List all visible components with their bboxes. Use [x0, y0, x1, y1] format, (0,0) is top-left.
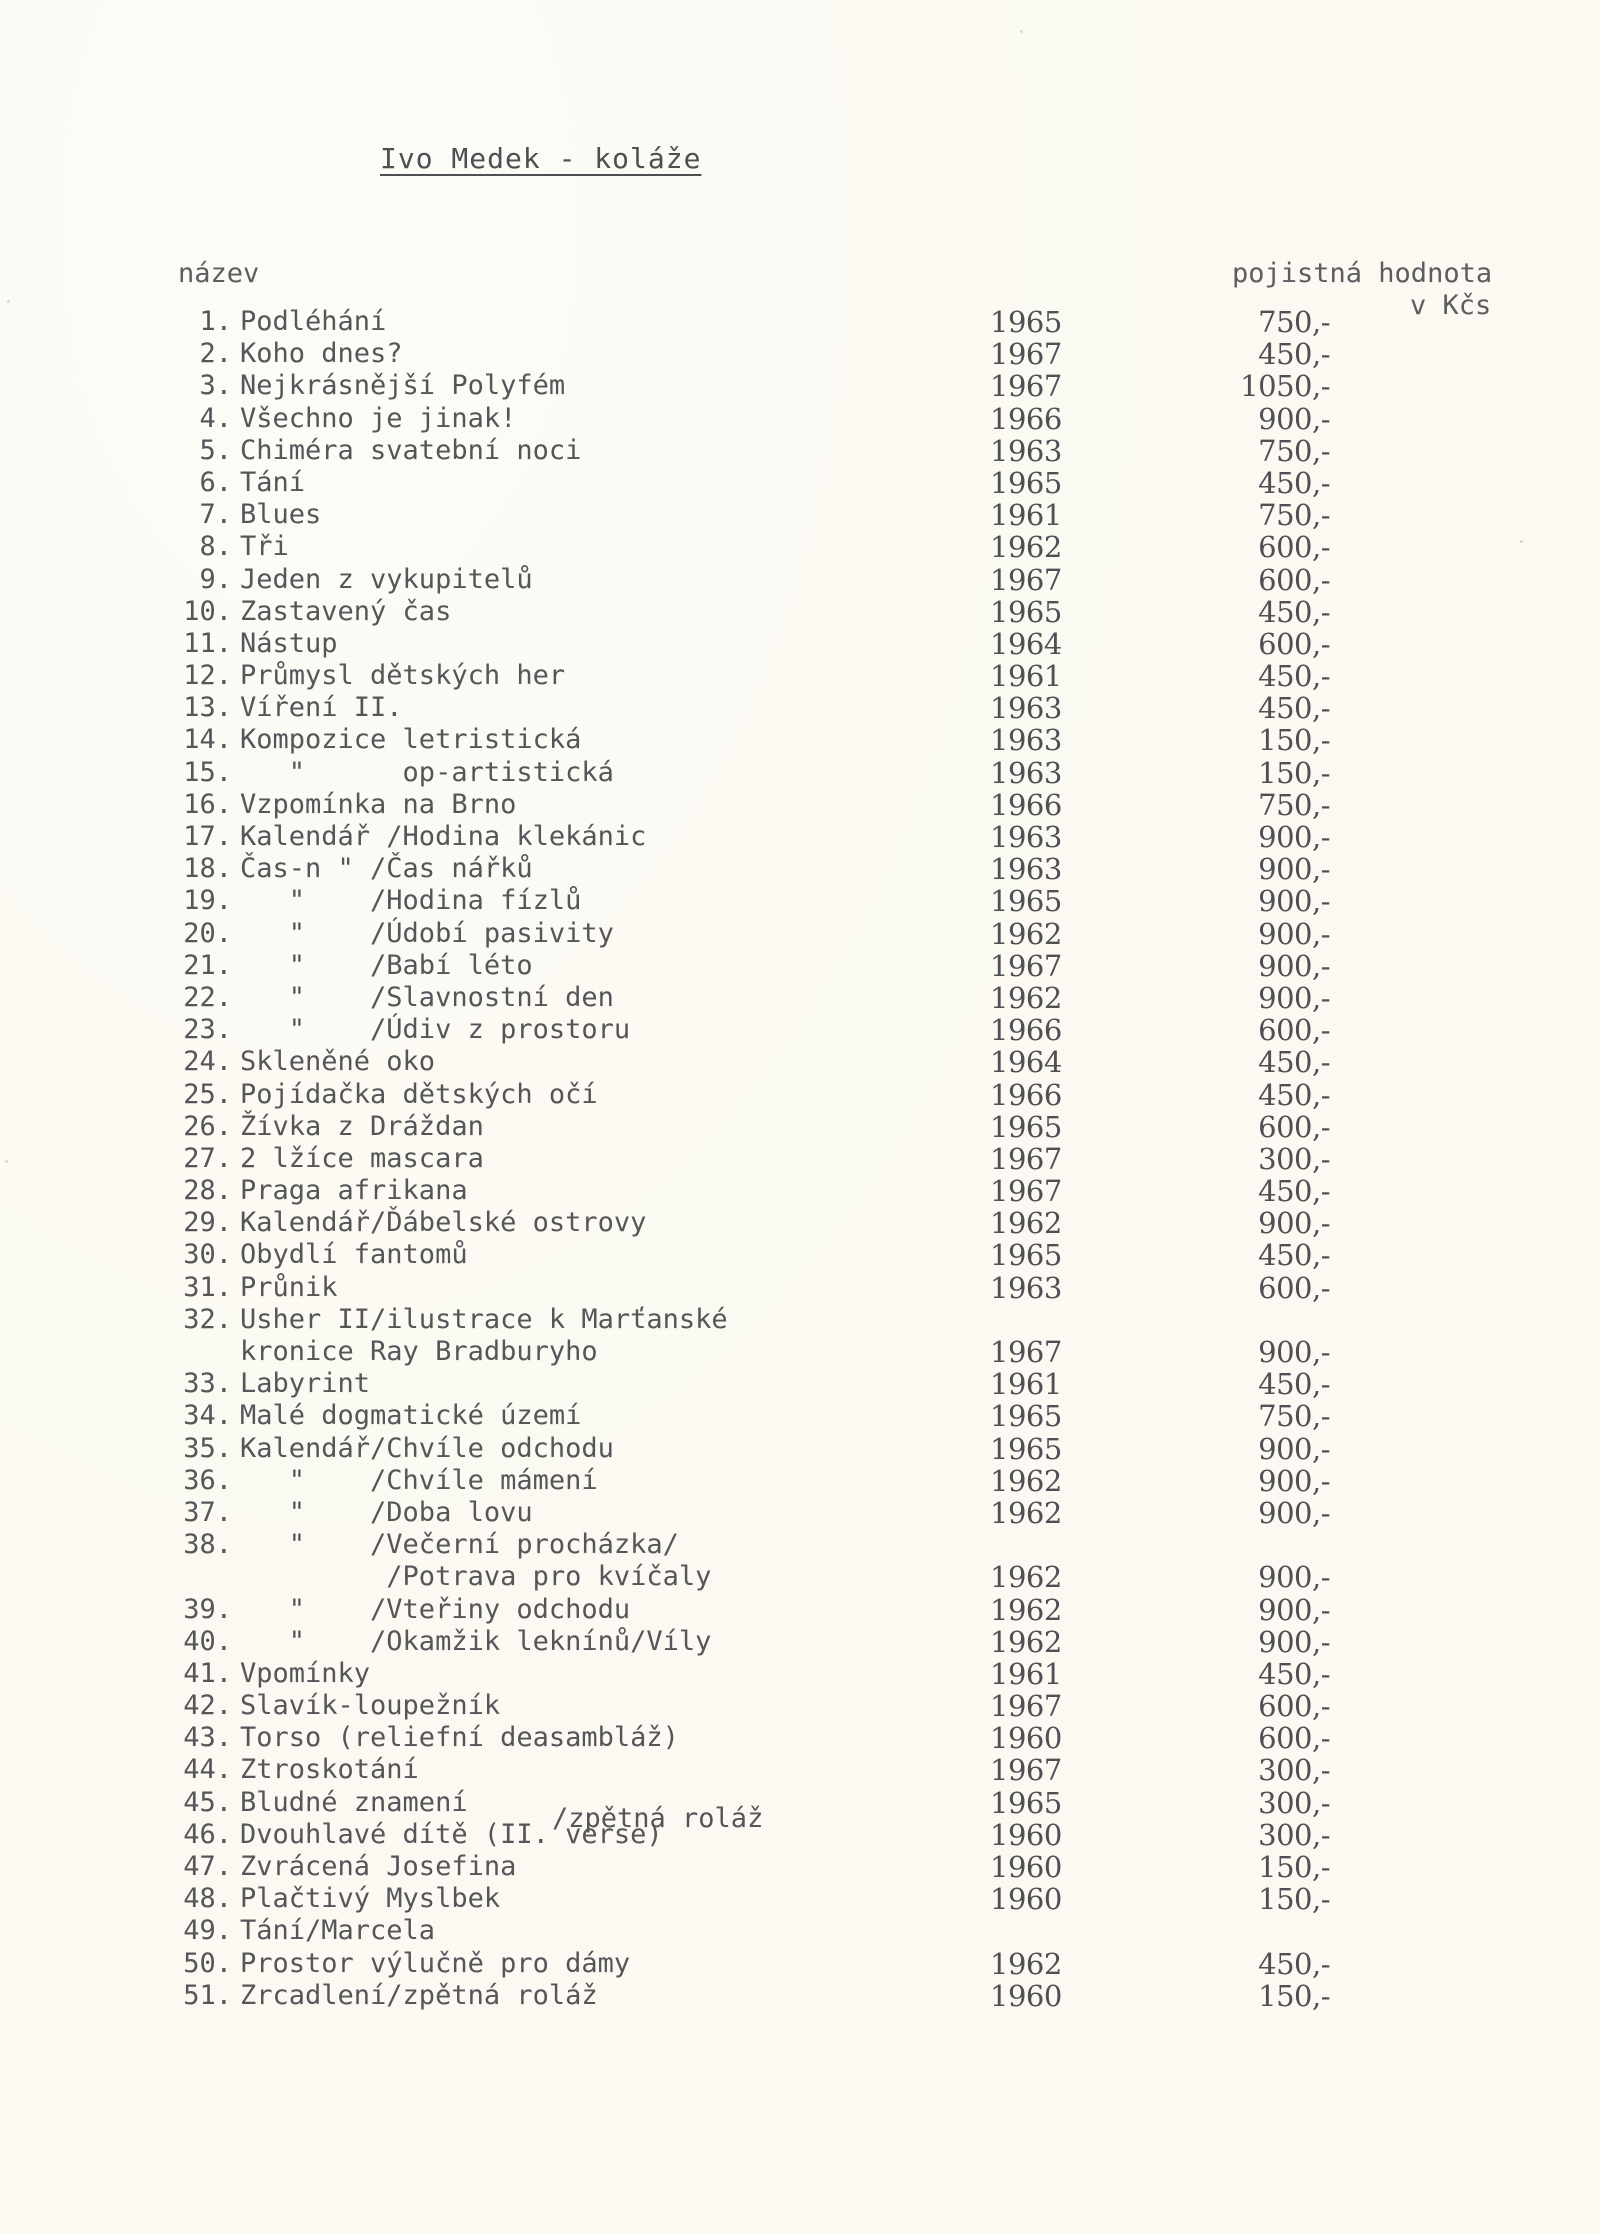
item-insured-value: 150,- — [1258, 755, 1330, 790]
item-insured-value: 450,- — [1258, 691, 1330, 726]
item-year: 1964 — [990, 1045, 1062, 1080]
item-year: 1965 — [990, 305, 1062, 339]
item-number: 42. — [183, 1690, 232, 1722]
item-title: Bludné znamení — [240, 1786, 468, 1818]
item-number: 13. — [183, 692, 232, 724]
item-title: /Potrava pro kvíčaly — [240, 1561, 712, 1593]
item-year: 1960 — [990, 1882, 1062, 1917]
collage-list — [0, 306, 1600, 2012]
item-insured-value: 900,- — [1258, 1495, 1330, 1530]
item-note: /zpětná roláž — [552, 1802, 764, 1834]
item-title: Víření II. — [240, 692, 403, 724]
list-item — [0, 1272, 1600, 1304]
item-year: 1963 — [990, 755, 1062, 790]
item-insured-value: 450,- — [1258, 1946, 1330, 1981]
item-title: Skleněné oko — [240, 1046, 436, 1078]
item-insured-value: 750,- — [1258, 787, 1330, 822]
list-item — [0, 499, 1600, 531]
item-number: 1. — [199, 306, 232, 337]
item-title: Zrcadlení/zpětná roláž — [240, 1979, 598, 2011]
list-item — [0, 467, 1600, 499]
item-number: 5. — [199, 434, 232, 466]
list-item — [0, 821, 1600, 853]
list-item — [0, 1111, 1600, 1143]
item-insured-value: 450,- — [1258, 1656, 1330, 1691]
item-year: 1967 — [990, 369, 1062, 404]
item-title: " op-artistická — [240, 756, 614, 788]
item-insured-value: 450,- — [1258, 465, 1330, 500]
list-item — [0, 1851, 1600, 1883]
list-item — [0, 1143, 1600, 1175]
item-insured-value: 450,- — [1258, 1077, 1330, 1112]
item-number: 41. — [183, 1657, 232, 1689]
item-number: 19. — [183, 885, 232, 917]
item-title: Průnik — [240, 1271, 338, 1303]
item-insured-value: 450,- — [1258, 1045, 1330, 1080]
item-number: 32. — [183, 1303, 232, 1335]
item-title: Slavík-loupežník — [240, 1690, 501, 1722]
item-title: " /Okamžik leknínů/Víly — [240, 1625, 712, 1657]
item-year: 1966 — [990, 401, 1062, 436]
item-year: 1965 — [990, 465, 1062, 500]
item-number: 25. — [183, 1078, 232, 1110]
item-year: 1960 — [990, 1978, 1062, 2013]
list-item — [0, 596, 1600, 628]
item-number: 24. — [183, 1046, 232, 1078]
item-year: 1960 — [990, 1850, 1062, 1884]
item-insured-value: 750,- — [1258, 1399, 1330, 1434]
item-title: Kalendář/Ďábelské ostrovy — [240, 1207, 647, 1239]
item-year: 1965 — [990, 884, 1062, 919]
item-year: 1962 — [990, 530, 1062, 565]
document-title: Ivo Medek - koláže — [380, 142, 702, 175]
paper-speck — [1020, 30, 1023, 33]
item-year: 1964 — [990, 626, 1062, 661]
item-number: 26. — [183, 1110, 232, 1142]
item-number: 17. — [183, 821, 232, 852]
item-number: 31. — [183, 1271, 232, 1303]
item-year: 1960 — [990, 1817, 1062, 1852]
item-year: 1965 — [990, 1238, 1062, 1273]
item-year: 1962 — [990, 1206, 1062, 1241]
item-number: 2. — [199, 338, 232, 370]
item-year: 1962 — [990, 1495, 1062, 1530]
list-item — [0, 1690, 1600, 1722]
item-title: Blues — [240, 499, 322, 531]
item-insured-value: 600,- — [1258, 1721, 1330, 1756]
item-year: 1961 — [990, 1656, 1062, 1691]
item-number: 43. — [183, 1722, 232, 1754]
list-item — [0, 1433, 1600, 1465]
list-item — [0, 1883, 1600, 1915]
item-insured-value: 750,- — [1258, 305, 1330, 339]
item-number: 6. — [199, 466, 232, 498]
item-number: 14. — [183, 724, 232, 756]
item-insured-value: 300,- — [1258, 1817, 1330, 1852]
item-year: 1963 — [990, 820, 1062, 854]
item-number: 34. — [183, 1400, 232, 1432]
list-item — [0, 338, 1600, 370]
item-title: Tání/Marcela — [240, 1915, 436, 1947]
item-year: 1966 — [990, 1077, 1062, 1112]
item-title: Průmysl dětských her — [240, 660, 566, 692]
item-insured-value: 600,- — [1258, 562, 1330, 597]
list-item — [0, 628, 1600, 660]
item-title: Plačtivý Myslbek — [240, 1883, 501, 1915]
item-year: 1962 — [990, 916, 1062, 951]
item-year: 1961 — [990, 1367, 1062, 1402]
item-year: 1962 — [990, 980, 1062, 1015]
item-number: 20. — [183, 917, 232, 949]
item-year: 1962 — [990, 1592, 1062, 1627]
item-insured-value: 300,- — [1258, 1141, 1330, 1176]
item-number: 35. — [183, 1432, 232, 1464]
item-insured-value: 900,- — [1258, 1206, 1330, 1241]
item-title: Zastavený čas — [240, 595, 452, 627]
item-number: 48. — [183, 1883, 232, 1915]
item-number: 37. — [183, 1496, 232, 1528]
item-title: Zvrácená Josefina — [240, 1851, 517, 1882]
item-number: 39. — [183, 1593, 232, 1625]
item-year: 1966 — [990, 787, 1062, 822]
item-title: Torso (reliefní deasambláž) — [240, 1722, 679, 1754]
item-insured-value: 900,- — [1258, 820, 1330, 854]
item-title: " /Údobí pasivity — [240, 917, 614, 949]
list-item — [0, 757, 1600, 789]
item-year: 1967 — [990, 1335, 1062, 1369]
item-insured-value: 900,- — [1258, 884, 1330, 919]
list-item — [0, 950, 1600, 982]
item-title: Kalendář/Chvíle odchodu — [240, 1432, 614, 1464]
item-number: 36. — [183, 1464, 232, 1496]
item-title: Tři — [240, 531, 289, 563]
column-header-name: název — [178, 258, 260, 289]
item-number: 7. — [199, 499, 232, 531]
list-item — [0, 1304, 1600, 1336]
item-number: 51. — [183, 1979, 232, 2011]
item-title: Obydlí fantomů — [240, 1239, 468, 1271]
item-insured-value: 150,- — [1258, 1850, 1330, 1884]
list-item — [0, 1368, 1600, 1400]
item-insured-value: 150,- — [1258, 1978, 1330, 2013]
item-insured-value: 900,- — [1258, 1624, 1330, 1659]
list-item — [0, 1336, 1600, 1368]
item-title: Žívka z Dráždan — [240, 1110, 484, 1142]
item-insured-value: 900,- — [1258, 1463, 1330, 1498]
item-number: 4. — [199, 402, 232, 434]
list-item — [0, 982, 1600, 1014]
item-number: 50. — [183, 1947, 232, 1979]
item-year: 1963 — [990, 723, 1062, 758]
list-item — [0, 435, 1600, 467]
list-item — [0, 1465, 1600, 1497]
item-title: Usher II/ilustrace k Marťanské — [240, 1303, 728, 1335]
item-insured-value: 900,- — [1258, 948, 1330, 983]
list-item — [0, 1079, 1600, 1111]
list-item — [0, 1787, 1600, 1819]
item-year: 1967 — [990, 948, 1062, 983]
item-insured-value: 900,- — [1258, 1560, 1330, 1595]
item-title: " /Babí léto — [240, 949, 533, 981]
item-number: 28. — [183, 1175, 232, 1207]
item-year: 1962 — [990, 1463, 1062, 1498]
column-header-currency: v Kčs — [1410, 290, 1492, 321]
item-insured-value: 1050,- — [1240, 369, 1330, 404]
item-insured-value: 750,- — [1258, 498, 1330, 533]
item-title: Všechno je jinak! — [240, 402, 517, 434]
item-number: 8. — [199, 531, 232, 563]
list-item — [0, 660, 1600, 692]
item-number: 21. — [183, 949, 232, 981]
item-year: 1961 — [990, 659, 1062, 694]
item-year: 1965 — [990, 1785, 1062, 1820]
list-item — [0, 1722, 1600, 1754]
item-insured-value: 450,- — [1258, 1367, 1330, 1402]
item-year: 1960 — [990, 1721, 1062, 1756]
item-number: 47. — [183, 1851, 232, 1882]
item-year: 1963 — [990, 1270, 1062, 1305]
item-year: 1967 — [990, 1174, 1062, 1209]
item-number: 10. — [183, 595, 232, 627]
list-item — [0, 724, 1600, 756]
item-insured-value: 450,- — [1258, 337, 1330, 372]
item-insured-value: 300,- — [1258, 1753, 1330, 1788]
list-item — [0, 1594, 1600, 1626]
item-number: 12. — [183, 660, 232, 692]
item-insured-value: 600,- — [1258, 1013, 1330, 1048]
item-title: Prostor výlučně pro dámy — [240, 1947, 631, 1979]
item-title: Labyrint — [240, 1368, 371, 1400]
list-item — [0, 1175, 1600, 1207]
item-insured-value: 300,- — [1258, 1785, 1330, 1820]
item-number: 33. — [183, 1368, 232, 1400]
list-item — [0, 1014, 1600, 1046]
list-item — [0, 853, 1600, 885]
item-number: 22. — [183, 981, 232, 1013]
item-insured-value: 450,- — [1258, 594, 1330, 629]
list-item — [0, 1626, 1600, 1658]
list-item — [0, 403, 1600, 435]
item-number: 11. — [183, 627, 232, 659]
paper-speck — [7, 300, 10, 303]
item-number: 46. — [183, 1818, 232, 1850]
item-number: 9. — [199, 563, 232, 595]
item-insured-value: 600,- — [1258, 626, 1330, 661]
item-insured-value: 600,- — [1258, 1689, 1330, 1724]
item-year: 1967 — [990, 1141, 1062, 1176]
item-insured-value: 150,- — [1258, 1882, 1330, 1917]
column-header-value: pojistná hodnota — [1232, 258, 1493, 289]
item-insured-value: 600,- — [1258, 530, 1330, 565]
item-number: 15. — [183, 756, 232, 788]
item-year: 1967 — [990, 562, 1062, 597]
item-number: 45. — [183, 1786, 232, 1818]
list-item — [0, 1497, 1600, 1529]
item-year: 1963 — [990, 691, 1062, 726]
paper-speck — [5, 1160, 8, 1163]
item-insured-value: 900,- — [1258, 401, 1330, 436]
item-year: 1961 — [990, 498, 1062, 533]
item-insured-value: 900,- — [1258, 916, 1330, 951]
item-year: 1965 — [990, 1399, 1062, 1434]
list-item — [0, 789, 1600, 821]
item-title: Nejkrásnější Polyfém — [240, 370, 566, 402]
item-insured-value: 150,- — [1258, 723, 1330, 758]
list-item — [0, 1046, 1600, 1078]
item-title: " /Chvíle mámení — [240, 1464, 598, 1496]
item-title: Praga afrikana — [240, 1175, 468, 1207]
item-insured-value: 600,- — [1258, 1270, 1330, 1305]
item-year: 1967 — [990, 1753, 1062, 1788]
item-number: 38. — [183, 1529, 232, 1561]
item-number: 30. — [183, 1239, 232, 1271]
item-insured-value: 900,- — [1258, 1592, 1330, 1627]
item-year: 1965 — [990, 1431, 1062, 1466]
item-title: Jeden z vykupitelů — [240, 563, 533, 595]
item-year: 1966 — [990, 1013, 1062, 1048]
item-year: 1965 — [990, 1109, 1062, 1144]
item-number: 16. — [183, 788, 232, 820]
list-item — [0, 1948, 1600, 1980]
item-number: 40. — [183, 1625, 232, 1657]
list-item — [0, 531, 1600, 563]
paper-speck — [1520, 540, 1523, 543]
item-year: 1963 — [990, 852, 1062, 887]
item-title: Pojídačka dětských očí — [240, 1078, 598, 1110]
item-title: kronice Ray Bradburyho — [240, 1336, 598, 1367]
list-item — [0, 1239, 1600, 1271]
item-insured-value: 900,- — [1258, 1431, 1330, 1466]
list-item — [0, 564, 1600, 596]
list-item — [0, 370, 1600, 402]
item-number: 29. — [183, 1207, 232, 1239]
item-title: Tání — [240, 466, 306, 498]
item-title: " /Doba lovu — [240, 1496, 533, 1528]
list-item — [0, 1207, 1600, 1239]
list-item — [0, 692, 1600, 724]
list-item — [0, 1561, 1600, 1593]
item-title: Čas-n " /Čas nářků — [240, 853, 533, 885]
item-year: 1962 — [990, 1560, 1062, 1595]
item-number: 3. — [199, 370, 232, 402]
item-title: " /Večerní procházka/ — [240, 1529, 679, 1561]
list-item — [0, 1980, 1600, 2012]
item-year: 1962 — [990, 1624, 1062, 1659]
item-title: " /Slavnostní den — [240, 981, 614, 1013]
item-year: 1967 — [990, 337, 1062, 372]
list-item — [0, 1658, 1600, 1690]
item-title: " /Hodina fízlů — [240, 885, 582, 917]
list-item — [0, 918, 1600, 950]
item-number: 18. — [183, 853, 232, 885]
list-item — [0, 885, 1600, 917]
item-insured-value: 450,- — [1258, 1238, 1330, 1273]
item-title: " /Údiv z prostoru — [240, 1014, 631, 1046]
item-year: 1962 — [990, 1946, 1062, 1981]
item-year: 1965 — [990, 594, 1062, 629]
item-title: Podléhání — [240, 306, 387, 337]
item-title: Malé dogmatické území — [240, 1400, 582, 1432]
item-insured-value: 450,- — [1258, 1174, 1330, 1209]
list-item — [0, 1754, 1600, 1786]
item-year: 1967 — [990, 1689, 1062, 1724]
item-title: Ztroskotání — [240, 1754, 419, 1786]
item-title: 2 lžíce mascara — [240, 1142, 484, 1174]
item-title: Kalendář /Hodina klekánic — [240, 821, 647, 852]
item-title: Chiméra svatební noci — [240, 434, 582, 466]
item-year: 1963 — [990, 433, 1062, 468]
list-item — [0, 1529, 1600, 1561]
item-insured-value: 450,- — [1258, 659, 1330, 694]
item-number: 49. — [183, 1915, 232, 1947]
item-insured-value: 900,- — [1258, 1335, 1330, 1369]
item-title: Dvouhlavé dítě (II. verse) — [240, 1818, 663, 1850]
item-insured-value: 900,- — [1258, 852, 1330, 887]
list-item — [0, 1915, 1600, 1947]
list-item — [0, 306, 1600, 338]
item-number: 27. — [183, 1142, 232, 1174]
item-title: Vpomínky — [240, 1657, 371, 1689]
item-insured-value: 900,- — [1258, 980, 1330, 1015]
item-number: 23. — [183, 1014, 232, 1046]
item-insured-value: 600,- — [1258, 1109, 1330, 1144]
item-title: Vzpomínka na Brno — [240, 788, 517, 820]
item-title: " /Vteřiny odchodu — [240, 1593, 631, 1625]
item-number: 44. — [183, 1754, 232, 1786]
list-item — [0, 1400, 1600, 1432]
item-title: Nástup — [240, 627, 338, 659]
item-title: Koho dnes? — [240, 338, 403, 370]
item-insured-value: 750,- — [1258, 433, 1330, 468]
item-title: Kompozice letristická — [240, 724, 582, 756]
